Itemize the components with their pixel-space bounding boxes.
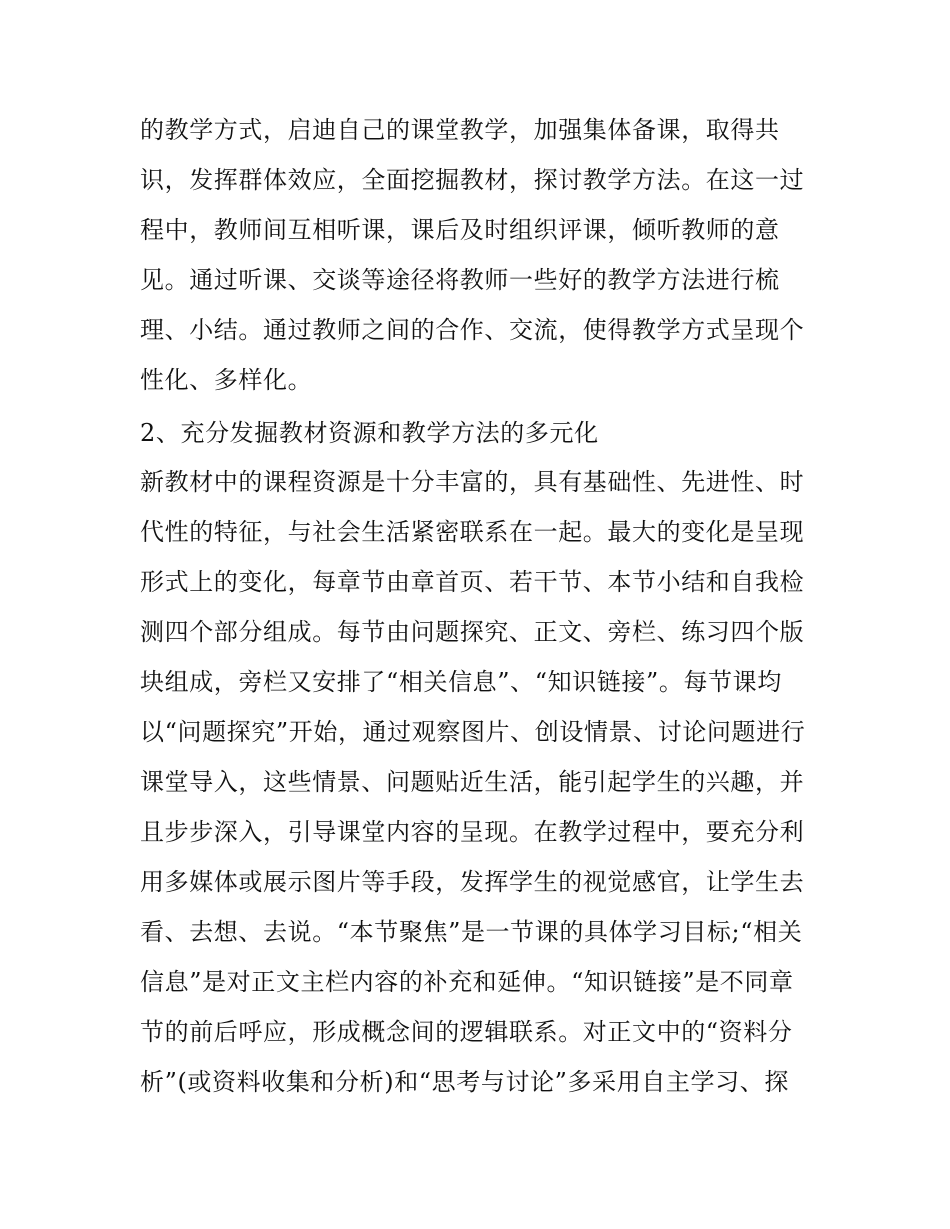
paragraph-line: 节的前后呼应，形成概念间的逻辑联系。对正文中的“资料分 <box>140 1018 793 1046</box>
paragraph-line: 课堂导入，这些情景、问题贴近生活，能引起学生的兴趣，并 <box>140 768 805 796</box>
paragraph-line: 理、小结。通过教师之间的合作、交流，使得教学方式呈现个 <box>140 316 805 344</box>
paragraph-line: 的教学方式，启迪自己的课堂教学，加强集体备课，取得共 <box>140 116 780 144</box>
paragraph-line: 析”(或资料收集和分析)和“思考与讨论”多采用自主学习、探 <box>140 1068 789 1096</box>
paragraph-line: 识，发挥群体效应，全面挖掘教材，探讨教学方法。在这一过 <box>140 166 805 194</box>
paragraph-line: 形式上的变化，每章节由章首页、若干节、本节小结和自我检 <box>140 568 805 596</box>
paragraph-line: 新教材中的课程资源是十分丰富的，具有基础性、先进性、时 <box>140 468 805 496</box>
paragraph-line: 以“问题探究”开始，通过观察图片、创设情景、讨论问题进行 <box>140 718 806 746</box>
paragraph-line: 见。通过听课、交谈等途径将教师一些好的教学方法进行梳 <box>140 266 780 294</box>
paragraph-line: 性化、多样化。 <box>140 366 313 394</box>
paragraph-line: 测四个部分组成。每节由问题探究、正文、旁栏、练习四个版 <box>140 618 805 646</box>
paragraph-line: 信息”是对正文主栏内容的补充和延伸。“知识链接”是不同章 <box>140 968 794 996</box>
section-heading: 2、充分发掘教材资源和教学方法的多元化 <box>140 419 599 447</box>
paragraph-line: 看、去想、去说。“本节聚焦”是一节课的具体学习目标;“相关 <box>140 918 803 946</box>
paragraph-line: 用多媒体或展示图片等手段，发挥学生的视觉感官，让学生去 <box>140 868 805 896</box>
paragraph-line: 程中，教师间互相听课，课后及时组织评课，倾听教师的意 <box>140 216 780 244</box>
paragraph-line: 块组成，旁栏又安排了“相关信息”、“知识链接”。每节课均 <box>140 668 782 696</box>
paragraph-line: 代性的特征，与社会生活紧密联系在一起。最大的变化是呈现 <box>140 518 805 546</box>
paragraph-line: 且步步深入，引导课堂内容的呈现。在教学过程中，要充分利 <box>140 818 805 846</box>
